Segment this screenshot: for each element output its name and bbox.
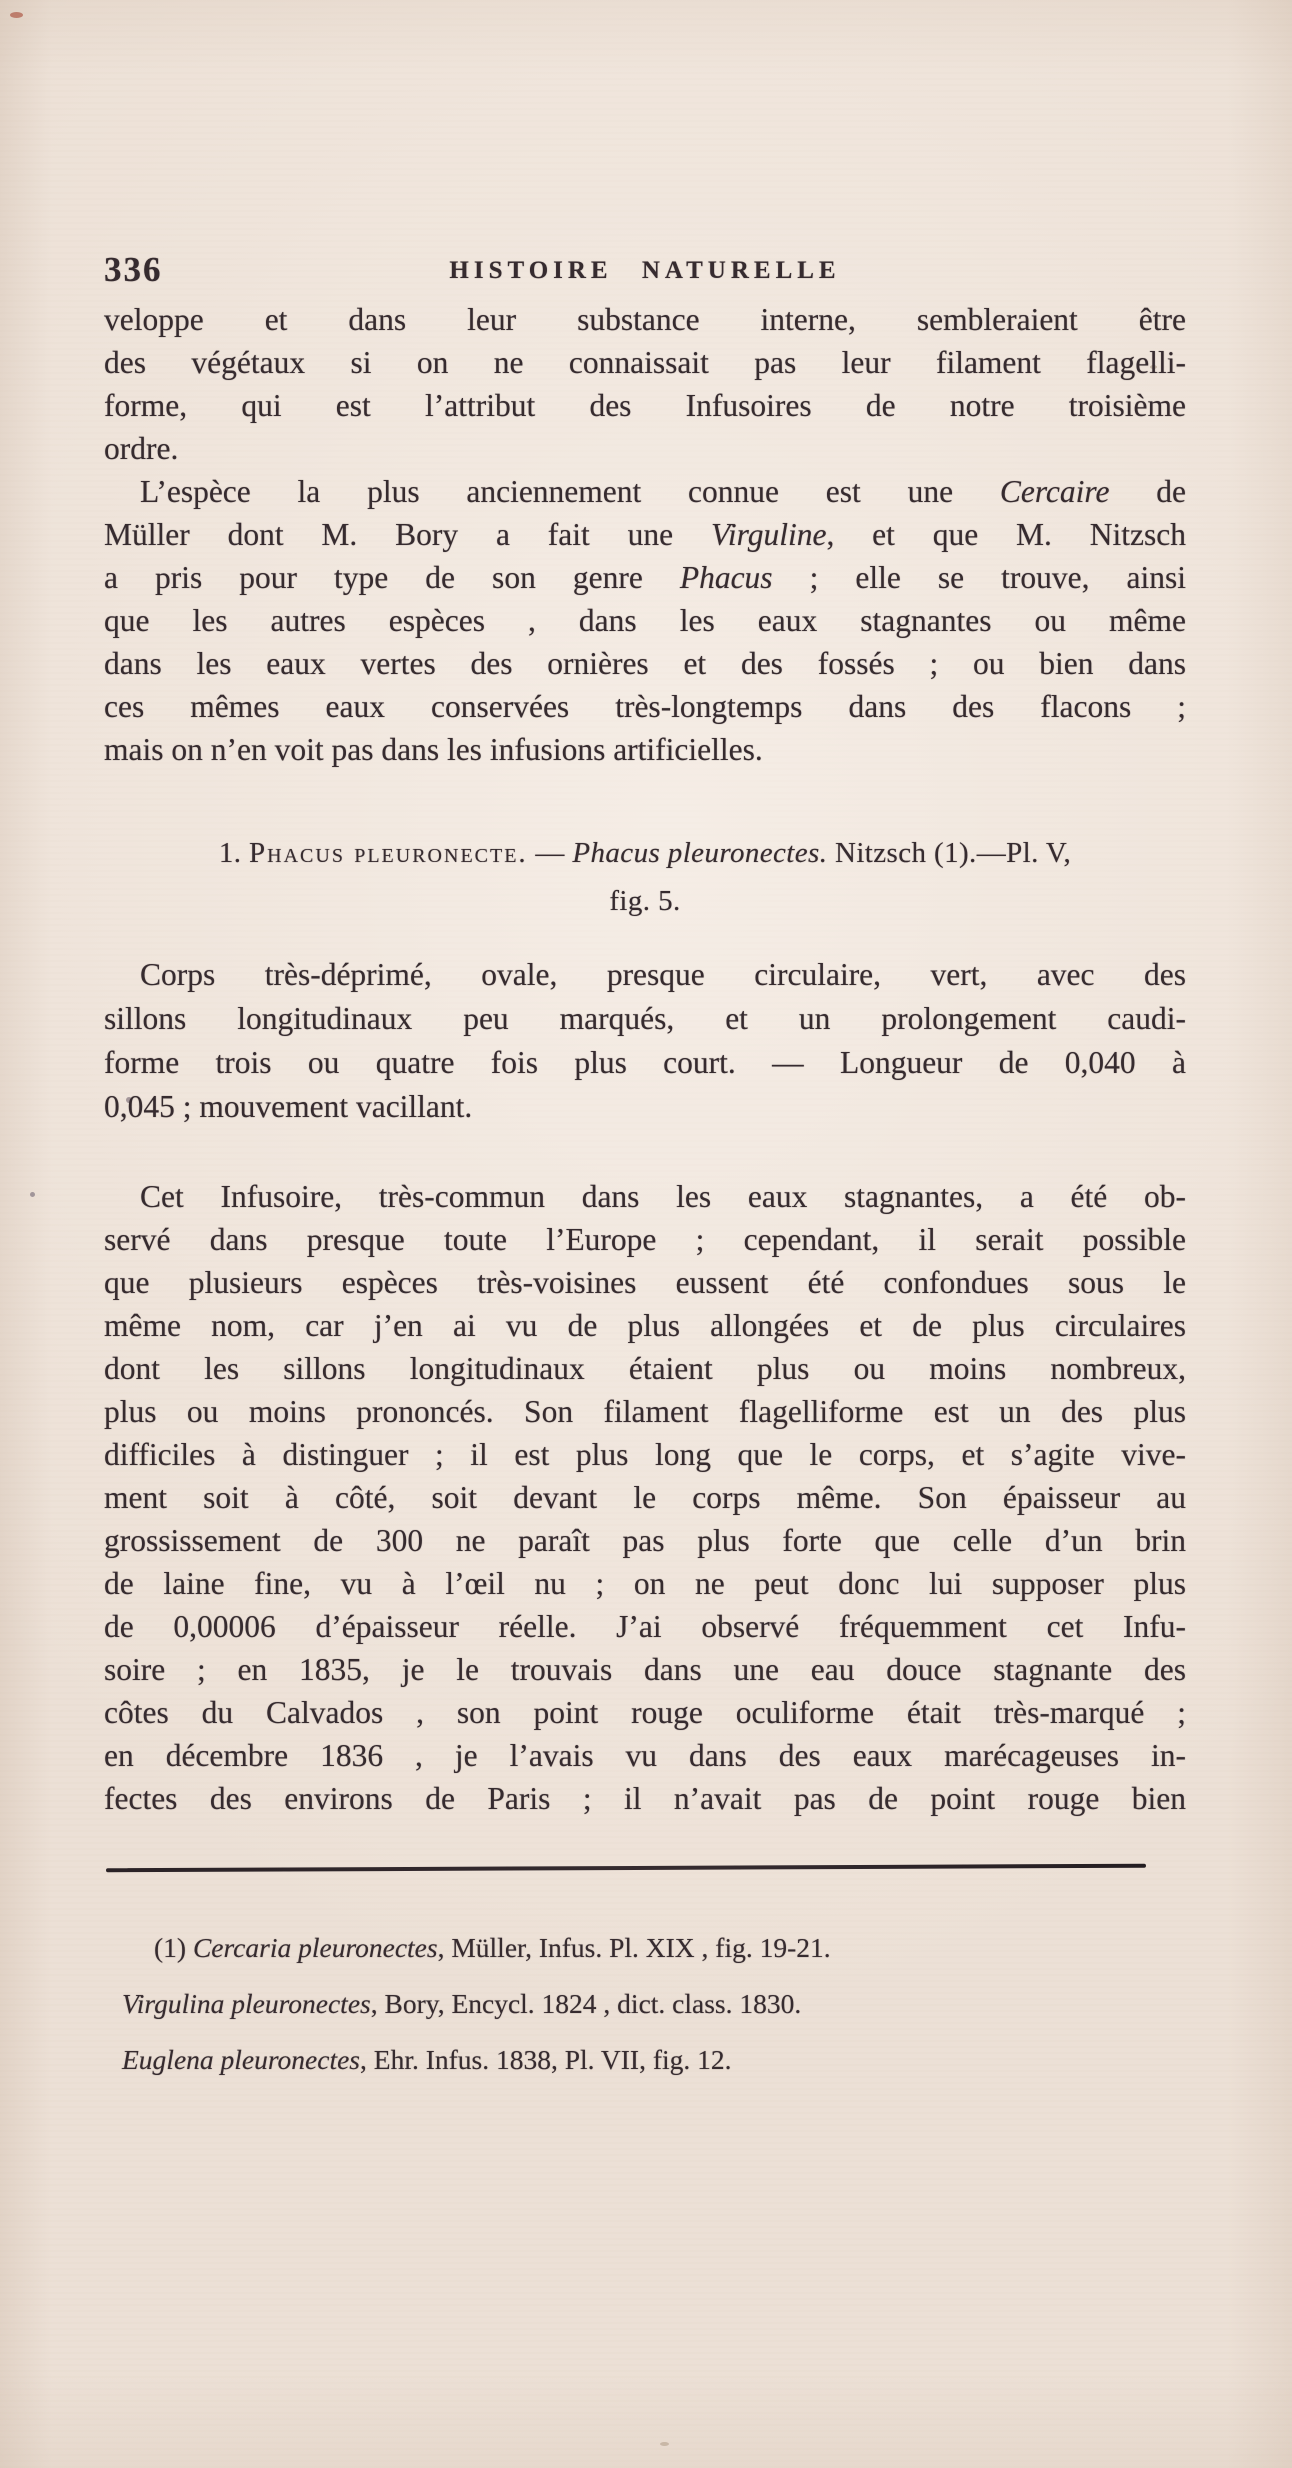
plain-text: , Ehr. Infus. 1838, Pl. VII, fig. 12.: [360, 2044, 732, 2075]
text-line: [104, 1390, 1186, 1433]
plain-text: mais on n’en voit pas dans les infusions artificielles.: [104, 732, 763, 767]
plain-text: plus ou moins prononcés. Son filament flagelliforme est un des plus: [104, 1394, 1186, 1429]
plain-text: 1.: [218, 837, 250, 869]
italic-text: Phacus: [679, 560, 773, 595]
plain-text: de laine fine, vu à l’œil nu ; on ne peut donc lui supposer plus: [104, 1566, 1186, 1601]
plain-text: Cet Infusoire, très-commun dans les eaux stagnantes, a été ob-: [140, 1179, 1186, 1214]
text-line: [122, 1920, 1186, 1976]
italic-text: Phacus pleuronectes.: [572, 837, 828, 869]
plain-text: a pris pour type de son genre: [104, 560, 680, 595]
scan-speck: [660, 2442, 669, 2446]
plain-text: dans les eaux vertes des ornières et des fossés ; ou bien dans: [104, 646, 1186, 681]
plain-text: servé dans presque toute l’Europe ; cependant, il serait possible: [104, 1222, 1186, 1257]
plain-text: côtes du Calvados , son point rouge oculiforme était très-marqué ;: [104, 1695, 1186, 1730]
plain-text: ces mêmes eaux conservées très-longtemps dans des flacons ;: [104, 689, 1186, 724]
plain-text: ment soit à côté, soit devant le corps même. Son épaisseur au: [104, 1480, 1186, 1515]
page-header: [104, 250, 1186, 294]
plain-text: des végétaux si on ne connaissait pas leur filament flagelli-: [104, 345, 1186, 380]
text-line: [104, 829, 1186, 877]
italic-text: Virguline: [710, 517, 827, 552]
plain-text: , Bory, Encycl. 1824 , dict. class. 1830.: [370, 1988, 802, 2019]
plain-text: fectes des environs de Paris ; il n’avait pas de point rouge bien: [104, 1781, 1186, 1816]
text-line: [104, 556, 1186, 599]
plain-text: que plusieurs espèces très-voisines eussent été confondues sous le: [104, 1265, 1186, 1300]
running-title: HISTOIRE NATURELLE: [449, 257, 841, 284]
plain-text: ; elle se trouve, ainsi: [772, 560, 1186, 595]
paragraph-espece: [104, 470, 1186, 771]
plain-text: Nitzsch (1).—Pl. V,: [827, 837, 1072, 869]
plain-text: forme trois ou quatre fois plus court. — Longueur de 0,040 à: [104, 1045, 1186, 1080]
plain-text: grossissement de 300 ne paraît pas plus forte que celle d’un brin: [104, 1523, 1186, 1558]
plain-text: veloppe et dans leur substance interne, sembleraient être: [104, 302, 1186, 337]
plain-text: dont les sillons longitudinaux étaient plus ou moins nombreux,: [104, 1351, 1186, 1386]
footnote-divider-rule: [106, 1864, 1146, 1873]
paragraph-continuation: [104, 298, 1186, 470]
text-line: [104, 470, 1186, 513]
plain-text: de 0,00006 d’épaisseur réelle. J’ai observé fréquemment cet Infu-: [104, 1609, 1186, 1644]
text-line: [104, 1261, 1186, 1304]
text-line: [104, 384, 1186, 427]
plain-text: ordre.: [104, 431, 179, 466]
italic-text: Euglena pleuronectes: [122, 2044, 361, 2075]
plain-text: de: [1109, 474, 1186, 509]
text-line: [104, 1041, 1186, 1085]
plain-text: soire ; en 1835, je le trouvais dans une eau douce stagnante des: [104, 1652, 1186, 1687]
text-line: [104, 1605, 1186, 1648]
text-line: [104, 997, 1186, 1041]
text-line: [104, 1648, 1186, 1691]
text-line: [104, 1304, 1186, 1347]
paragraph-description: [104, 953, 1186, 1129]
text-line: [122, 2032, 1186, 2088]
text-line: [122, 1976, 1186, 2032]
text-line: [104, 298, 1186, 341]
plain-text: sillons longitudinaux peu marqués, et un prolongement caudi-: [104, 1001, 1186, 1036]
plain-text: fig. 5.: [609, 885, 681, 917]
page-content: [104, 250, 1186, 2088]
text-line: [104, 685, 1186, 728]
text-line: [104, 1519, 1186, 1562]
plain-text: en décembre 1836 , je l’avais vu dans des eaux marécageuses in-: [104, 1738, 1186, 1773]
text-line: [104, 1433, 1186, 1476]
footnotes: [122, 1920, 1186, 2088]
text-line: [104, 1175, 1186, 1218]
text-line: [104, 642, 1186, 685]
text-line: [104, 1085, 1186, 1129]
paragraph-observation: [104, 1175, 1186, 1820]
plain-text: forme, qui est l’attribut des Infusoires de notre troisième: [104, 388, 1186, 423]
italic-text: Cercaire: [999, 474, 1110, 509]
page-number: 336: [104, 250, 163, 289]
plain-text: Müller dont M. Bory a fait une: [104, 517, 711, 552]
plain-text: (1): [154, 1932, 193, 1963]
italic-text: Virgulina pleuronectes: [122, 1988, 371, 2019]
text-line: [104, 427, 1186, 470]
small-caps-text: Phacus pleuronecte.: [249, 837, 528, 869]
plain-text: que les autres espèces , dans les eaux stagnantes ou même: [104, 603, 1186, 638]
plain-text: —: [527, 837, 573, 869]
plain-text: , Müller, Infus. Pl. XIX , fig. 19-21.: [437, 1932, 831, 1963]
plain-text: , et que M. Nitzsch: [826, 517, 1186, 552]
text-line: [104, 728, 1186, 771]
text-line: [104, 513, 1186, 556]
plain-text: même nom, car j’en ai vu de plus allongées et de plus circulaires: [104, 1308, 1186, 1343]
text-line: [104, 599, 1186, 642]
text-line: [104, 1476, 1186, 1519]
text-line: [104, 953, 1186, 997]
text-line: [104, 341, 1186, 384]
scan-speck: [30, 1192, 35, 1197]
species-heading: [104, 829, 1186, 925]
plain-text: L’espèce la plus anciennement connue est une: [140, 474, 1000, 509]
plain-text: Corps très-déprimé, ovale, presque circulaire, vert, avec des: [140, 957, 1186, 992]
plain-text: 0,045 ; mouvement vacillant.: [104, 1089, 473, 1124]
text-line: [104, 1734, 1186, 1777]
text-line: [104, 1562, 1186, 1605]
italic-text: Cercaria pleuronectes: [192, 1932, 438, 1963]
text-line: [104, 1218, 1186, 1261]
text-column: [104, 298, 1186, 1820]
plain-text: difficiles à distinguer ; il est plus long que le corps, et s’agite vive-: [104, 1437, 1186, 1472]
text-line: [104, 877, 1186, 925]
text-line: [104, 1691, 1186, 1734]
text-line: [104, 1777, 1186, 1820]
scan-speck: [10, 12, 23, 18]
text-line: [104, 1347, 1186, 1390]
